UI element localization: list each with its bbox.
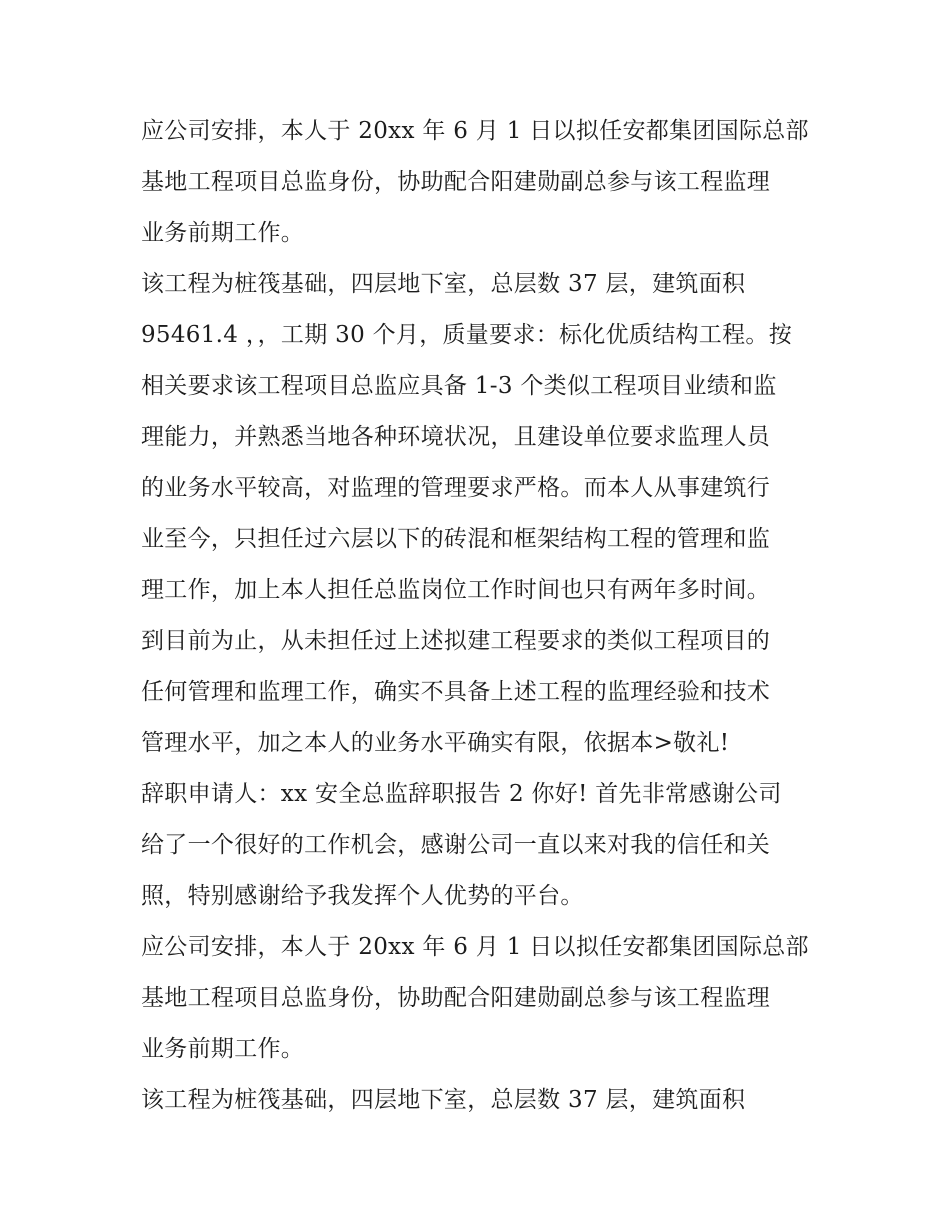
document-body (141, 106, 821, 1126)
text-line: 95461.4 ，，工期 30 个月，质量要求：标化优质结构工程。按 (141, 322, 793, 348)
text-line: 给了一个很好的工作机会，感谢公司一直以来对我的信任和关 (141, 832, 771, 858)
text-line: 照，特别感谢给予我发挥个人优势的平台。 (141, 883, 584, 909)
text-line: 辞职申请人：xx 安全总监辞职报告 2 你好! 首先非常感谢公司 (141, 781, 782, 807)
text-line: 任何管理和监理工作，确实不具备上述工程的监理经验和技术 (141, 679, 771, 705)
text-line: 应公司安排，本人于 20xx 年 6 月 1 日以拟任安都集团国际总部 (141, 118, 809, 144)
text-line: 理能力，并熟悉当地各种环境状况，且建设单位要求监理人员 (141, 424, 771, 450)
text-line: 业至今，只担任过六层以下的砖混和框架结构工程的管理和监 (141, 526, 771, 552)
text-line: 基地工程项目总监身份，协助配合阳建勋副总参与该工程监理 (141, 169, 771, 195)
text-line: 相关要求该工程项目总监应具备 1-3 个类似工程项目业绩和监 (141, 373, 777, 399)
text-line: 基地工程项目总监身份，协助配合阳建勋副总参与该工程监理 (141, 985, 771, 1011)
text-line: 应公司安排，本人于 20xx 年 6 月 1 日以拟任安都集团国际总部 (141, 934, 809, 960)
text-line: 理工作，加上本人担任总监岗位工作时间也只有两年多时间。 (141, 577, 771, 603)
text-line: 到目前为止，从未担任过上述拟建工程要求的类似工程项目的 (141, 628, 771, 654)
text-line: 该工程为桩筏基础，四层地下室，总层数 37 层，建筑面积 (141, 271, 746, 297)
text-line: 管理水平，加之本人的业务水平确实有限，依据本>敬礼! (141, 730, 730, 756)
text-line: 该工程为桩筏基础，四层地下室，总层数 37 层，建筑面积 (141, 1087, 746, 1113)
text-line: 的业务水平较高，对监理的管理要求严格。而本人从事建筑行 (141, 475, 771, 501)
text-line: 业务前期工作。 (141, 1036, 305, 1062)
text-line: 业务前期工作。 (141, 220, 305, 246)
